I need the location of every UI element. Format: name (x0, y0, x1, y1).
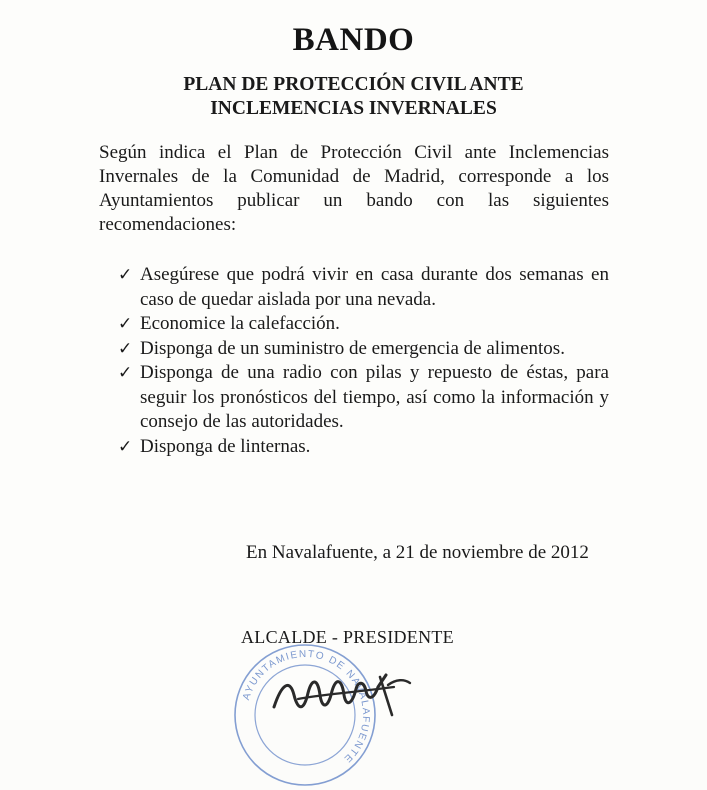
recommendation-text: Asegúrese que podrá vivir en casa durante dos semanas en caso de quedar aislada por una nevada. (140, 264, 609, 310)
date-line: En Navalafuente, a 21 de noviembre de 2012 (246, 542, 589, 563)
recommendation-text: Economice la calefacción. (140, 313, 340, 334)
recommendations-list (118, 263, 609, 459)
recommendation-text: Disponga de una radio con pilas y repuesto de éstas, para seguir los pronósticos del tiempo, así como la información y consejo de las autoridades. (140, 362, 609, 432)
signatory-title: ALCALDE - PRESIDENTE (241, 627, 454, 647)
subtitle-line-1: PLAN DE PROTECCIÓN CIVIL ANTE (183, 74, 524, 95)
seal-text: AYUNTAMIENTO DE NAVALAFUENTE (241, 648, 372, 765)
checkmark-icon: ✓ (118, 338, 133, 358)
recommendation-text: Disponga de un suministro de emergencia de alimentos. (140, 337, 565, 359)
list-item (118, 337, 609, 362)
page-subtitle (0, 73, 707, 121)
checkmark-icon: ✓ (118, 314, 133, 333)
checkmark-icon: ✓ (118, 265, 133, 284)
subtitle-line-2: INCLEMENCIAS INVERNALES (210, 98, 497, 119)
page-title: BANDO (292, 22, 415, 58)
checkmark-icon: ✓ (118, 436, 133, 456)
recommendation-text: Disponga de linternas. (140, 435, 311, 457)
list-item (118, 312, 609, 337)
checkmark-icon: ✓ (118, 363, 133, 382)
list-item (118, 435, 609, 460)
list-item (118, 361, 609, 435)
intro-paragraph: Según indica el Plan de Protección Civil ante Inclemencias Invernales de la Comunidad de Madrid, corresponde a los Ayuntamientos publicar un bando con las siguientes recomendaciones: (99, 142, 609, 235)
list-item (118, 263, 609, 312)
handwritten-signature (268, 665, 418, 720)
